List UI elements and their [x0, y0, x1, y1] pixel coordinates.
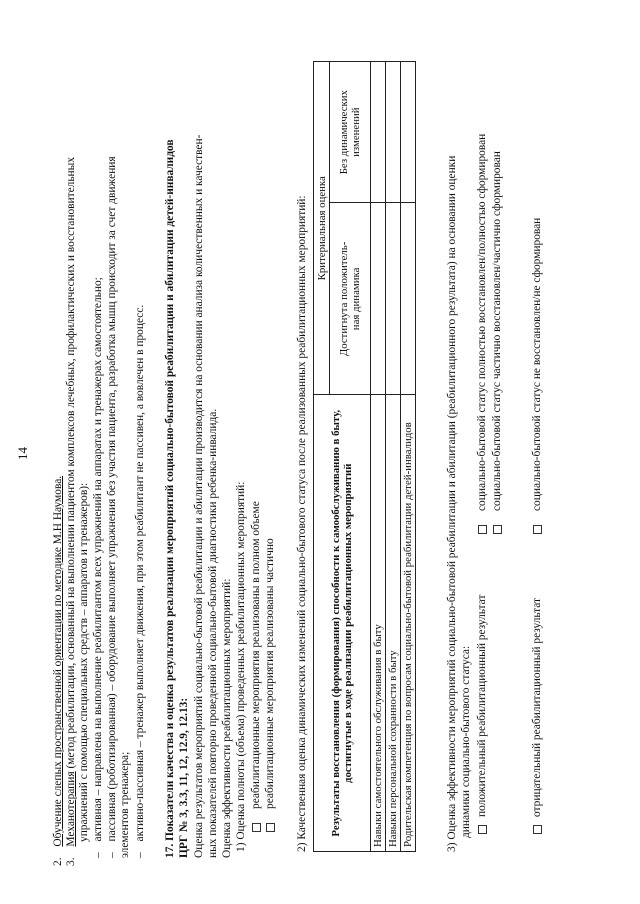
- table-cell: Навыки персональной сохранности в быту: [386, 395, 401, 852]
- dash-icon: –: [134, 852, 146, 858]
- list-item-2: [52, 476, 65, 866]
- checkbox-option: социально-бытовой статус не восстановлен/не сформирован: [531, 218, 544, 534]
- section-17-title: 17. Показатели качества и оценка результатов реализации мероприятий социально-бытовой реабилитации и абилитации детей-инвалидов: [164, 139, 176, 858]
- checkbox-option: реабилитационные мероприятия реализованы частично: [264, 538, 277, 832]
- table-cell-empty: [371, 203, 386, 395]
- list-item-text: Обучение слепых пространственной ориентации по методике М.Н Наумова.: [52, 475, 64, 847]
- table-cell: Родительская компетенция по вопросам социально-бытовой реабилитации детей-инвалидов: [401, 395, 416, 852]
- table-cell: Навыки самостоятельного обслуживания в быту: [371, 395, 386, 852]
- table-header-results: Результаты восстановления (формирования) способности к самообслуживанию в быту, достигнутые в ходе реализации реабилитационных мероприятий: [314, 395, 371, 852]
- table-header-criteria: Критериальная оценка: [314, 62, 330, 396]
- table-cell-empty: [386, 203, 401, 395]
- table-header-row: [314, 62, 330, 852]
- checkbox-icon: [533, 825, 542, 834]
- checkbox-icon: [266, 823, 275, 832]
- checkbox-icon: [252, 823, 261, 832]
- section-17-paragraph-line3: Оценка эффективности реабилитационных мероприятий:: [221, 578, 233, 858]
- results-table: [313, 61, 416, 852]
- section-17-paragraph-line2: ных показателей повторно проведенной социально-бытовой диагностики ребенка-инвалида.: [207, 408, 219, 858]
- mechanotherapy-term: Механотерапия: [65, 771, 77, 847]
- dash-item: – активная – направлена на выполнение реабилитантом всех упражнений на аппаратах и тренажерах самостоятельно;: [92, 277, 104, 858]
- checkbox-icon: [493, 525, 502, 534]
- item-1-heading: 1) Оценка полноты (объема) проведенных реабилитационных мероприятий:: [235, 481, 247, 852]
- dash-item-continuation: элементов тренажера;: [119, 751, 131, 858]
- dash-item: – активно-пассивная – тренажер выполняет движения, при этом реабилитант не пассивен, а вовлечен в процесс.: [134, 304, 146, 858]
- list-item-3: [65, 157, 78, 866]
- list-item-3-continuation: упражнений с помощью специальных средств – аппаратов и тренажеров):: [78, 482, 90, 842]
- item-3-heading: 3) Оценка эффективности мероприятий социально-бытовой реабилитации и абилитации (реабилитационного результата) на основании оценки: [446, 155, 458, 852]
- list-number: 3.: [65, 857, 77, 866]
- table-row: [371, 62, 386, 852]
- checkbox-option: социально-бытовой статус полностью восстановлен/полностью сформирован: [476, 134, 489, 534]
- table-cell-empty: [401, 62, 416, 203]
- table-header-no-change: Без динамических изменений: [330, 62, 371, 203]
- list-item-text: (метод реабилитации, основанный на выполнении пациентом комплексов лечебных, профилактических и восстановительных: [65, 157, 77, 772]
- table-cell-empty: [371, 62, 386, 203]
- checkbox-icon: [478, 825, 487, 834]
- item-2-heading: 2) Качественная оценка динамических изменений социально-бытового статуса после реализованных реабилитационных мероприятий:: [296, 195, 308, 852]
- checkbox-option: социально-бытовой статус частично восстановлен/частично сформирован: [491, 151, 504, 534]
- checkbox-icon: [533, 525, 542, 534]
- negative-result-option: отрицательный реабилитационный результат: [531, 598, 544, 834]
- section-17-title-line2: ЦРГ № 3, 3.3, 11, 12, 12.9, 12.13:: [178, 697, 190, 858]
- item-3-heading-line2: динамики социально-бытового статуса:: [460, 645, 472, 838]
- table-header-positive: Достигнута положитель- ная динамика: [330, 203, 371, 395]
- dash-icon: –: [92, 852, 104, 858]
- checkbox-option: реабилитационные мероприятия реализованы в полном объеме: [250, 501, 263, 832]
- checkbox-icon: [478, 525, 487, 534]
- table-row: [401, 62, 416, 852]
- section-17-paragraph: Оценка результатов мероприятий социально-бытовой реабилитации и абилитации производится на основании анализа количественных и качествен-: [193, 134, 205, 858]
- dash-item: – пассивная (роботизированная) – оборудование выполняет упражнения без участия пациента, разработка мышц происходит за счет движения: [106, 156, 118, 858]
- table-row: [386, 62, 401, 852]
- table-cell-empty: [401, 203, 416, 395]
- page-number: 14: [15, 447, 30, 460]
- table-cell-empty: [386, 62, 401, 203]
- dash-icon: –: [106, 852, 118, 858]
- positive-result-option: положительный реабилитационный результат: [476, 595, 489, 834]
- list-number: 2.: [52, 857, 64, 866]
